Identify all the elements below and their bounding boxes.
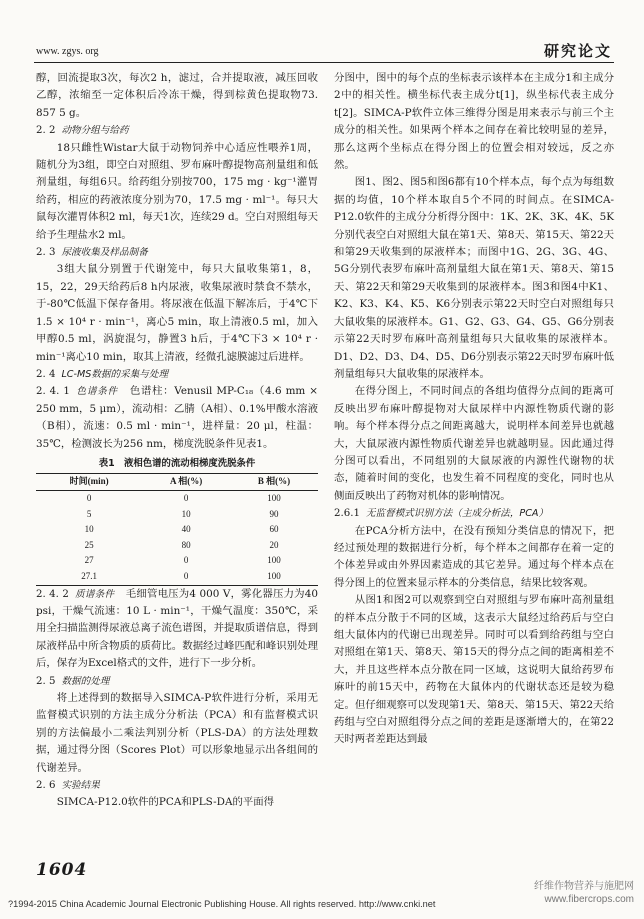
subsection-heading: 2. 4. 2 质谱条件 <box>36 588 115 600</box>
paragraph: 3组大鼠分别置于代谢笼中，每只大鼠收集第1，8，15，22，29天给药后8 h内尿液，收集尿液时禁食不禁水，于-80℃低温下保存备用。将尿液在低温下解冻后，于4℃下1.5 × 10⁴ r · min⁻¹，离心5 min，取上清液0.5 ml，加入甲醇0.5 ml，涡旋混匀，静置3 h后，于4℃下3 × 10⁴ r · min⁻¹离心10 min，取其上清液，经微孔滤膜滤过后进样。 <box>36 263 318 363</box>
paragraph: 色谱柱：Venusil MP-C₁₈（4.6 mm × 250 mm，5 μm），流动相：乙腈（A相）、0.1%甲酸水溶液（B相），流速：0.5 ml · min⁻¹，进样量：20 μl，柱温：35℃，检测波长为256 nm，梯度洗脱条件见表1。 <box>36 385 319 450</box>
section-heading: 2. 4 LC-MS数据的采集与处理 <box>36 368 169 380</box>
table-cell: 25 <box>84 539 94 550</box>
table-cell: 100 <box>267 555 281 566</box>
table-cell: 27 <box>84 555 94 566</box>
subsection-heading: 2.6.1 无监督模式识别方法（主成分析法，PCA） <box>334 508 549 520</box>
table-header-cell: A 相(%) <box>170 476 203 487</box>
paragraph: 毛细管电压为4 000 V，雾化器压力为40 psi，干燥气流速：10 L · min⁻¹，干燥气温度：350℃，采用全扫描监测得尿液总离子流色谱图，并提取质谱信息，得到尿液样品中所含物质的质荷比。数据经过峰匹配和峰识别处理后，保存为Excel格式的文件，进行下一步分析。 <box>36 587 318 670</box>
table-row <box>36 538 318 554</box>
watermark: 纤维作物营养与施肥网 www.fibercrops.com <box>534 881 634 905</box>
table-cell: 40 <box>181 524 191 535</box>
gradient-table <box>36 473 318 585</box>
subsection-heading: 2. 4. 1 色谱条件 <box>36 386 118 398</box>
table-cell: 10 <box>181 508 191 519</box>
header-rule <box>34 62 614 63</box>
paragraph: 图1、图2、图5和图6都有10个样本点，每个点为每组数据的均值，10个样本取自5个不同的时间点。在SIMCA-P12.0软件的主成分分析得分图中：1K、2K、3K、4K、5K分别代表空白对照组大鼠在第1天、第8天、第15天、第22天和第29天收集到的尿液样本；而图中1G、2G、3G、4G、5G分别代表罗布麻叶高剂量组大鼠在第1天、第8天、第15天、第22天和第29天收集到的尿液样本。图3和图4中K1、K2、K3、K4、K5、K6分别表示第22天时空白对照组每只大鼠收集的尿液样本。G1、G2、G3、G4、G5、G6分别表示第22天时罗布麻叶高剂量组每只大鼠收集的尿液样本。D1、D2、D3、D4、D5、D6分别表示第22天时罗布麻叶低剂量组每只大鼠收集的尿液样本。 <box>334 176 614 380</box>
table-cell: 100 <box>267 492 281 503</box>
section-heading: 2. 5 数据的处理 <box>36 675 110 687</box>
section-heading: 2. 2 动物分组与给药 <box>36 125 129 137</box>
section-heading: 2. 6 实验结果 <box>36 779 100 791</box>
paragraph: 从图1和图2可以观察到空白对照组与罗布麻叶高剂量组的样本点分散于不同的区域，这表示大鼠经过给药后与空白组大鼠体内的代谢已出现差异。同时可以看到给药组与空白对照组在第1天、第8天、第15天的得分点之间的距离相差不大，并且这些样本点分散在同一区域，这说明大鼠给药罗布麻叶的前15天中，药物在大鼠体内的代谢状态还是较为稳定。但仔细观察可以发现第1天、第8天、第15天、第22天给药组与空白对照组得分点之间的差距是逐渐增大的，在第22天时两者差距达到最 <box>334 594 614 746</box>
table-cell: 0 <box>86 492 92 503</box>
table-title: 表1 液相色谱的流动相梯度洗脱条件 <box>98 457 256 469</box>
table-row <box>36 553 318 569</box>
table-cell: 0 <box>183 570 189 581</box>
table-row <box>36 522 318 538</box>
table-cell: 27.1 <box>81 570 97 581</box>
table-header-cell: B 相(%) <box>257 476 291 487</box>
table-row <box>36 569 318 585</box>
paragraph: 在PCA分析方法中，在没有预知分类信息的情况下，把经过预处理的数据进行分析，每个样本之间都存在着一定的个体差异或由外界因素造成的其它差异。通过每个样本点在得分图上的位置来显示样本的分类信息，结果比较客观。 <box>334 524 614 589</box>
table-row <box>36 490 318 506</box>
paragraph: 在得分图上，不同时间点的各组均值得分点间的距离可反映出罗布麻叶醇提物对大鼠尿样中内源性物质代谢的影响。每个样本得分点之间距离越大，说明样本间差异也就越大，大鼠尿液内源性物质代谢差异也就越明显。因此通过得分图可以看出，不同组别的大鼠尿液的内源性代谢物的状态，随着时间的变化，也发生着不同程度的变化，同时也从侧面反映出了药物对机体的影响情况。 <box>334 385 614 502</box>
paragraph: 将上述得到的数据导入SIMCA-P软件进行分析，采用无监督模式识别的方法主成分分析法（PCA）和有监督模式识别的方法偏最小二乘法判别分析（PLS-DA）的方法处理数据，通过得分图（Scores Plot）可以形象地显示出各组间的代谢差异。 <box>36 691 318 774</box>
section-heading: 2. 3 尿液收集及样品制备 <box>36 247 148 259</box>
table-cell: 20 <box>269 539 279 550</box>
table-row <box>36 507 318 523</box>
table-cell: 80 <box>181 539 191 550</box>
paragraph: 醇，回流提取3次，每次2 h，滤过，合并提取液，减压回收乙醇，浓缩至一定体积后冷冻干燥，得到棕黄色提取物73. 857 5 g。 <box>36 72 318 119</box>
paragraph: SIMCA-P12.0软件的PCA和PLS-DA的平面得 <box>56 796 275 809</box>
journal-website: www. zgys. org <box>36 46 99 57</box>
table-cell: 60 <box>269 524 279 535</box>
table-cell: 0 <box>183 492 189 503</box>
right-column <box>334 70 614 749</box>
paragraph: 18只雌性Wistar大鼠于动物饲养中心适应性喂养1周，随机分为3组，即空白对照组、罗布麻叶醇提物高剂量组和低剂量组，每组6只。给药组分别按700，175 mg · kg⁻¹灌胃给药，相应的药液浓度分别为70，17.5 mg · ml⁻¹。每只大鼠每次灌胃体积2 ml，每天1次，连续29 d。空白对照组每天给予生理盐水2 ml。 <box>36 141 318 241</box>
copyright-footer: ?1994-2015 China Academic Journal Electronic Publishing House. All rights reserved. http://www.cnki.net <box>8 899 436 909</box>
table-header-cell: 时间(min) <box>69 476 109 487</box>
table-cell: 90 <box>269 508 279 519</box>
table-cell: 100 <box>267 570 281 581</box>
section-label: 研究论文 <box>543 42 612 60</box>
paragraph: 分图中，图中的每个点的坐标表示该样本在主成分1和主成分2中的相关性。横坐标代表主成分t[1]，纵坐标代表主成分t[2]。SIMCA-P软件立体三维得分图是用来表示与前三个主成分的相关性。如果两个样本之间存在着比较明显的差异，那么这两个坐标点在得分图上的位置会相对较远，反之亦然。 <box>334 72 614 172</box>
table-cell: 0 <box>183 555 189 566</box>
left-column <box>36 70 318 812</box>
table-cell: 10 <box>84 524 94 535</box>
page-number: 1604 <box>36 860 88 880</box>
table-cell: 5 <box>86 508 92 519</box>
